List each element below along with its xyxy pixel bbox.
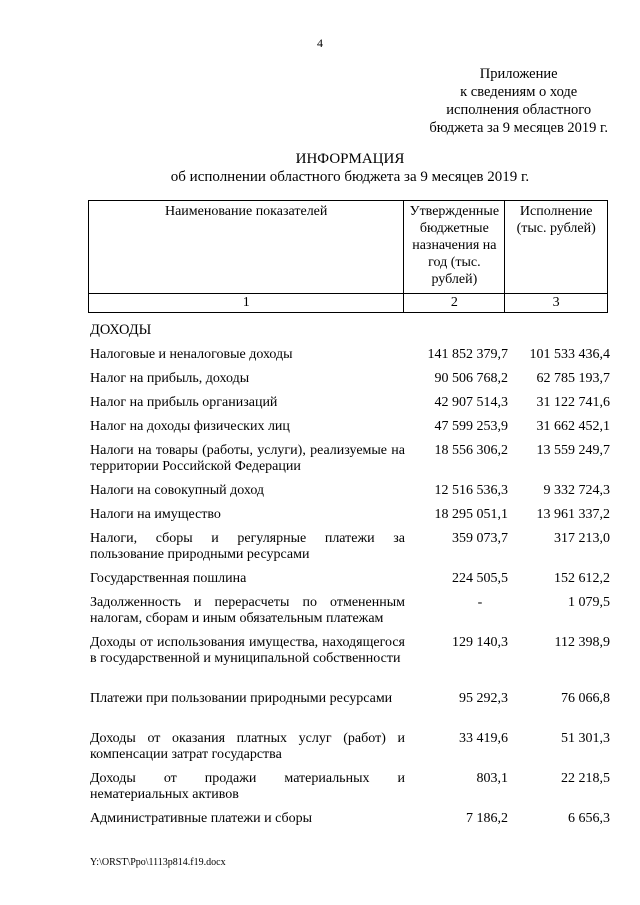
appendix-line: исполнения областного [446,102,592,118]
row-plan: 42 907 514,3 [434,395,508,410]
row-actual: 13 961 337,2 [536,507,610,522]
col-number: 1 [89,294,404,313]
row-actual: 317 213,0 [554,531,610,546]
row-plan: 95 292,3 [459,691,508,706]
row-name: Налог на доходы физических лиц [90,419,290,434]
document-title-block [0,150,640,186]
row-plan: 141 852 379,7 [427,347,508,362]
row-actual: 6 656,3 [568,811,610,826]
row-name: Налоги на совокупный доход [90,483,265,498]
row-plan: 129 140,3 [452,635,508,650]
row-name: Доходы от оказания платных услуг (работ) и компенсации затрат государства [90,731,405,762]
row-name: Административные платежи и сборы [90,811,312,826]
row-actual: 22 218,5 [561,771,610,786]
row-name: Налоговые и неналоговые доходы [90,347,293,362]
document-subtitle: об исполнении областного бюджета за 9 месяцев 2019 г. [170,169,530,185]
row-plan: 18 556 306,2 [434,443,508,458]
appendix-note [429,65,608,137]
row-name: Доходы от продажи материальных и нематериальных активов [90,771,405,802]
row-name: Налоги на имущество [90,507,221,522]
row-actual: 76 066,8 [561,691,610,706]
row-actual: 1 079,5 [568,595,610,610]
row-name: Налоги на товары (работы, услуги), реализуемые на территории Российской Федерации [90,443,405,474]
row-plan: 803,1 [476,771,508,786]
row-plan: 18 295 051,1 [434,507,508,522]
appendix-line: бюджета за 9 месяцев 2019 г. [429,120,608,136]
row-actual: 101 533 436,4 [529,347,610,362]
header-name: Наименование показателей [89,201,404,294]
table-header [88,200,608,313]
row-actual: 13 559 249,7 [536,443,610,458]
row-actual: 51 301,3 [561,731,610,746]
row-plan: 224 505,5 [452,571,508,586]
row-name: Доходы от использования имущества, находящегося в государственной и муниципальной собственности [90,635,405,666]
header-plan: Утвержденные бюджетные назначения на год (тыс. рублей) [404,201,505,294]
file-path-footer: Y:\ORST\Ppo\1113p814.f19.docx [90,857,226,868]
document-title: ИНФОРМАЦИЯ [295,151,405,167]
row-name: Платежи при пользовании природными ресурсами [90,691,393,706]
row-actual: 9 332 724,3 [543,483,610,498]
col-number: 3 [505,294,608,313]
row-actual: 112 398,9 [554,635,610,650]
row-plan: 90 506 768,2 [434,371,508,386]
row-actual: 31 662 452,1 [536,419,610,434]
col-number: 2 [404,294,505,313]
row-plan: 7 186,2 [466,811,508,826]
row-actual: 62 785 193,7 [536,371,610,386]
header-actual: Исполнение (тыс. рублей) [505,201,608,294]
appendix-line: Приложение [479,66,558,82]
row-name: Налог на прибыль организаций [90,395,278,410]
row-name: Налоги, сборы и регулярные платежи за пользование природными ресурсами [90,531,405,562]
row-plan: 359 073,7 [452,531,508,546]
row-actual: 152 612,2 [554,571,610,586]
page-number: 4 [317,36,323,50]
row-name: Задолженность и перерасчеты по отмененным налогам, сборам и иным обязательным платежам [90,595,405,626]
row-plan: - [477,595,483,610]
row-name: Налог на прибыль, доходы [90,371,250,386]
row-plan: 33 419,6 [459,731,508,746]
section-title: ДОХОДЫ [90,322,152,338]
row-actual: 31 122 741,6 [536,395,610,410]
row-name: Государственная пошлина [90,571,247,586]
appendix-line: к сведениям о ходе [460,84,578,100]
row-plan: 12 516 536,3 [434,483,508,498]
row-plan: 47 599 253,9 [434,419,508,434]
